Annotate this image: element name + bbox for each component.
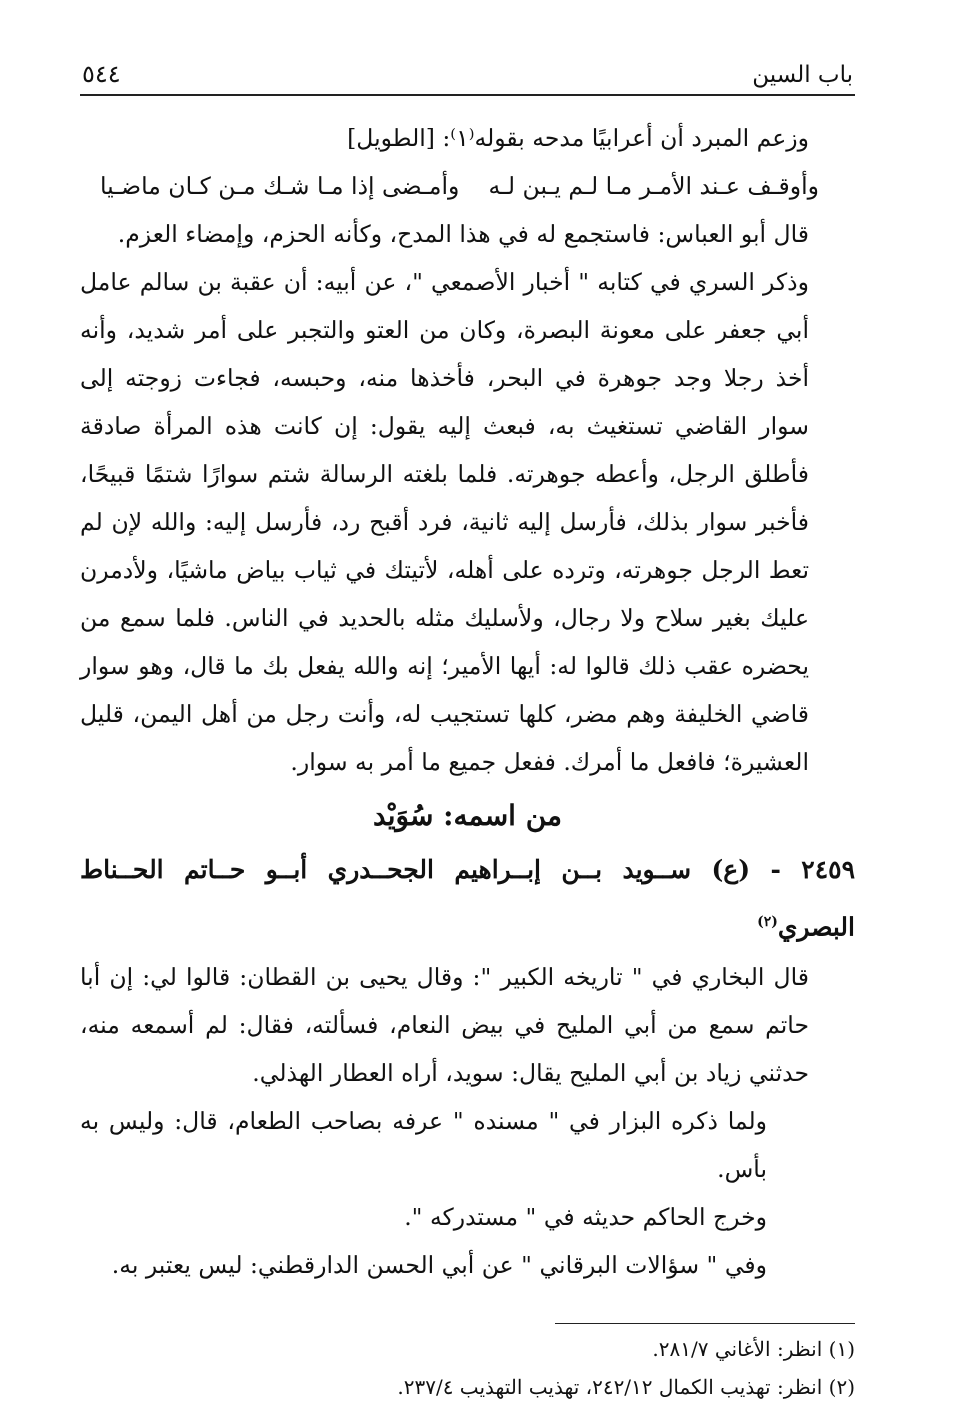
book-page <box>80 50 855 1406</box>
section-heading: من اسمه: سُوَيْد <box>373 799 562 832</box>
entry-title-text: ٢٤٥٩ - (ع) ســويد بــن إبــراهيم الجحــدري أبــو حــاتم الحــناط البصري <box>80 855 855 942</box>
verse-hemistich-second: وأمـضى إذا مـا شـك مـن كـان ماضـيا <box>100 172 460 200</box>
section-title: باب السين <box>752 62 853 88</box>
footnote-ref: (٢) <box>757 914 778 930</box>
short-line: وفي " سؤالات البرقاني " عن أبي الحسن الدارقطني: ليس يعتبر به. <box>111 1251 767 1280</box>
short-line: وخرج الحاكم حديثه في " مستدركه ". <box>404 1203 767 1232</box>
biography-entry-title <box>80 844 855 953</box>
running-header <box>80 50 855 96</box>
footnotes <box>80 1330 855 1406</box>
poetry-verse <box>80 162 855 210</box>
page-number: ٥٤٤ <box>82 60 121 88</box>
paragraph: قال البخاري في " تاريخه الكبير ": وقال يحيى بن القطان: قالوا لي: إن أبا حاتم سمع من أبي المليح في بيض النعام، فسألته، فقال: لم أسمعه منه، حدثني زياد بن أبي المليح يقال: سويد، أراه العطار الهذلي. <box>80 963 809 1088</box>
footnote-item: (٢) انظر: تهذيب الكمال ٢٤٢/١٢، تهذيب التهذيب ٢٣٧/٤. <box>397 1375 855 1400</box>
paragraph: قال أبو العباس: فاستجمع له في هذا المدح، وكأنه الحزم، وإمضاء العزم. <box>117 220 809 248</box>
verse-hemistich-first: وأوقـف عـند الأمـر مـا لـم يـبن لـه <box>488 172 819 200</box>
footnote-divider <box>555 1323 855 1324</box>
footnote-item: (١) انظر: الأغاني ٢٨١/٧. <box>652 1337 855 1362</box>
short-line: ولما ذكره البزار في " مسنده " عرفه بصاحب الطعام، قال: وليس به بأس. <box>80 1107 767 1184</box>
page-body <box>80 114 855 1406</box>
intro-line: وزعم المبرد أن أعرابيًا مدحه بقوله⁽١⁾: [الطويل] <box>347 124 809 152</box>
paragraph: وذكر السري في كتابه " أخبار الأصمعي "، عن أبيه: أن عقبة بن سالم عامل أبي جعفر على معونة البصرة، وكان من العتو والتجبر على أمر شديد، وأنه أخذ رجلا وجد جوهرة في البحر، فأخذها منه، وحبسه، فجاءت زوجته إلى سوار القاضي تستغيث به، فبعث إليه يقول: إن كانت هذه المرأة صادقة فأطلق الرجل، وأعطه جوهرته. فلما بلغته الرسالة شتم سوارًا شتمًا قبيحًا، فأخبر سوار بذلك، فأرسل إليه ثانية، فرد أقبح رد، فأرسل إليه: والله لإن لم تعط الرجل جوهرته، وترده على أهله، لأتيتك في ثياب بياض ماشيًا، ولأدمرن عليك بغير سلاح ولا رجال، ولأسليك مثله بالحديد في الناس. فلما سمع من يحضره عقب ذلك قالوا له: أيها الأمير؛ إنه والله يفعل بك ما قال، وهو سوار قاضي الخليفة وهم مضر، كلها تستجيب له، وأنت رجل من أهل اليمن، قليل العشيرة؛ فافعل ما أمرك. ففعل جميع ما أمر به سوار. <box>80 268 809 776</box>
